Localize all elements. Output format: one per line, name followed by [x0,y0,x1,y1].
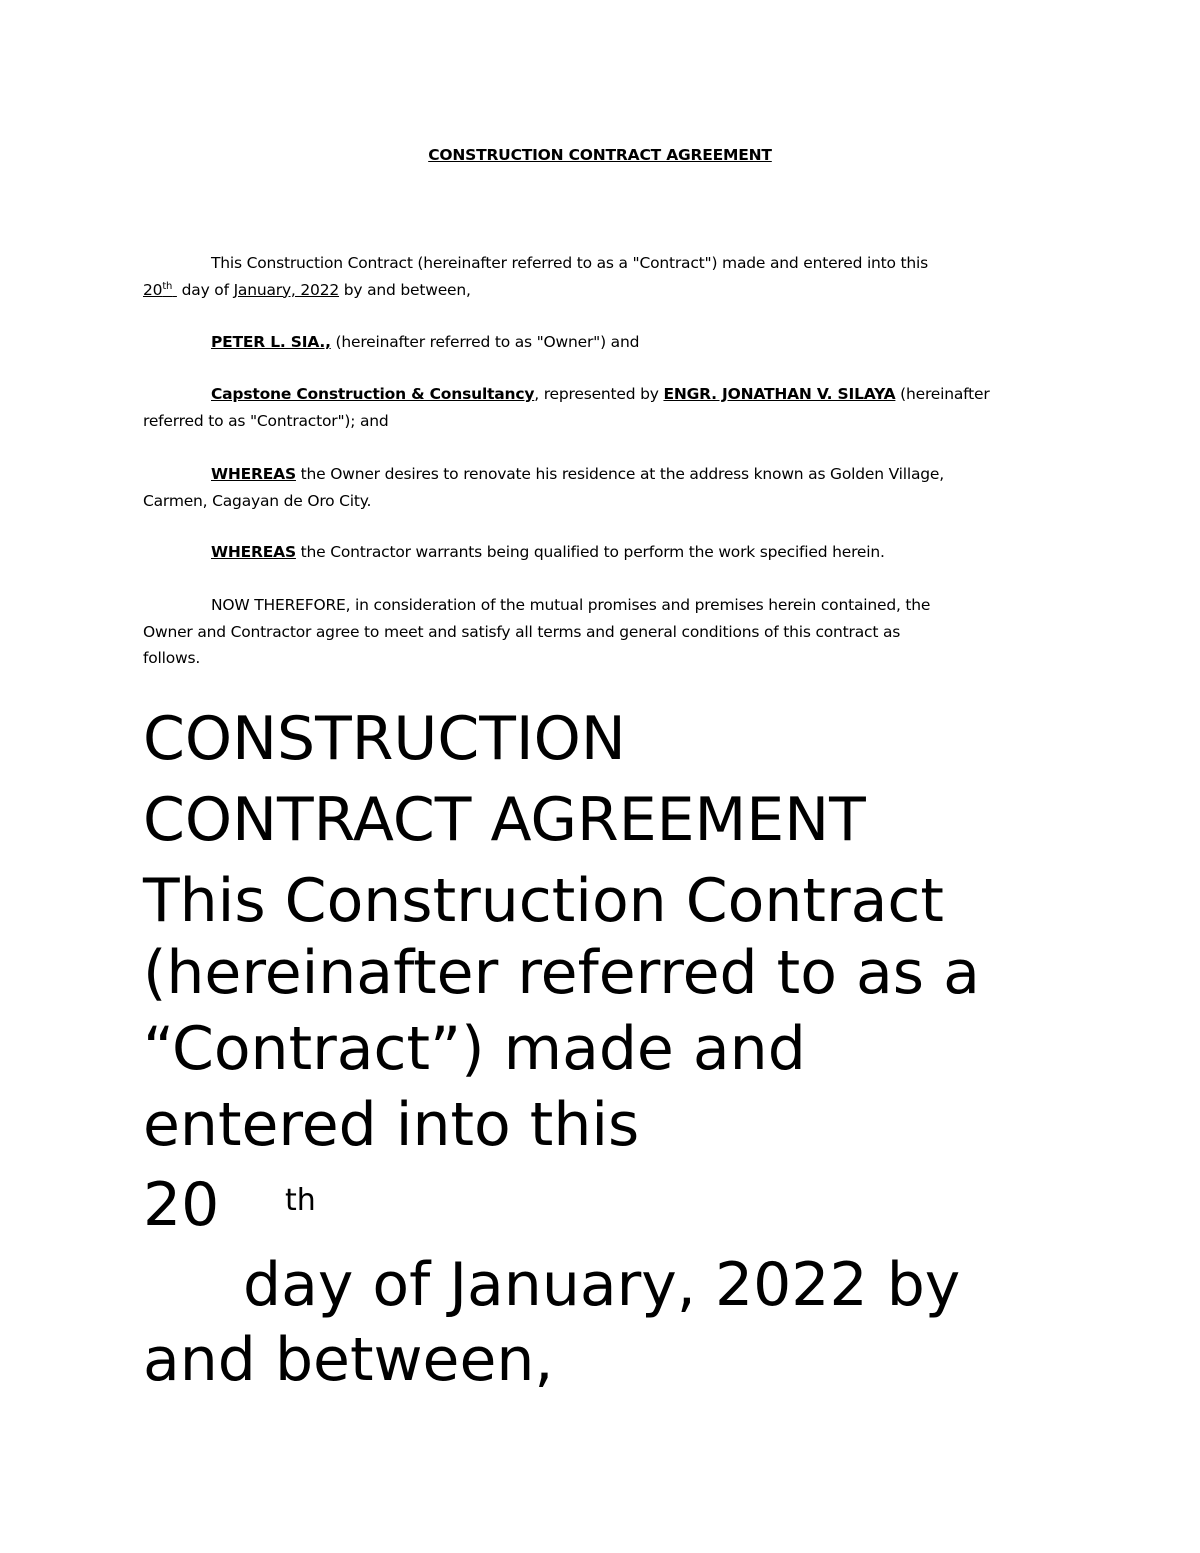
preview-line: day of January, 2022 by [243,1250,961,1320]
preview-line: This Construction Contract [143,866,944,936]
contractor-company: Capstone Construction & Consultancy [211,385,535,403]
contractor-paragraph: Capstone Construction & Consultancy, represented by ENGR. JONATHAN V. SILAYA (hereinafter referred to as "Contractor"); and [143,385,990,430]
preview-line: 20 [143,1170,220,1240]
owner-name: PETER L. SIA., [211,333,331,351]
intro-date: January, 2022 [233,280,340,299]
contractor-representative: ENGR. JONATHAN V. SILAYA [663,385,896,403]
now-therefore-paragraph: NOW THEREFORE, in consideration of the mutual promises and premises herein contained, the Owner and Contractor agree to meet and satisfy all terms and general conditions of this contract as follows. [143,596,931,667]
document-title: CONSTRUCTION CONTRACT AGREEMENT [428,146,772,164]
preview-line: entered into this [143,1090,640,1160]
intro-paragraph: This Construction Contract (hereinafter referred to as a "Contract") made and entered into this 20th day of January, 2022 by and between, [143,254,929,299]
preview-line: and between, [143,1325,554,1395]
preview-line: “Contract”) made and [143,1014,806,1084]
preview-line: CONSTRUCTION [143,704,626,774]
whereas-label: WHEREAS [211,543,296,561]
preview-line: CONTRACT AGREEMENT [143,785,866,855]
whereas-contractor-paragraph: WHEREAS the Contractor warrants being qualified to perform the work specified herein. [211,543,885,561]
intro-text: This Construction Contract (hereinafter referred to as a "Contract") made and entered into this [211,254,929,272]
whereas-owner-paragraph: WHEREAS the Owner desires to renovate his residence at the address known as Golden Village, Carmen, Cagayan de Oro City. [143,465,944,510]
preview-line: (hereinafter referred to as a [143,938,980,1008]
owner-paragraph: PETER L. SIA., (hereinafter referred to as "Owner") and [211,333,640,351]
intro-day: 20th [143,280,173,299]
whereas-label: WHEREAS [211,465,296,483]
preview-superscript: th [285,1183,316,1218]
